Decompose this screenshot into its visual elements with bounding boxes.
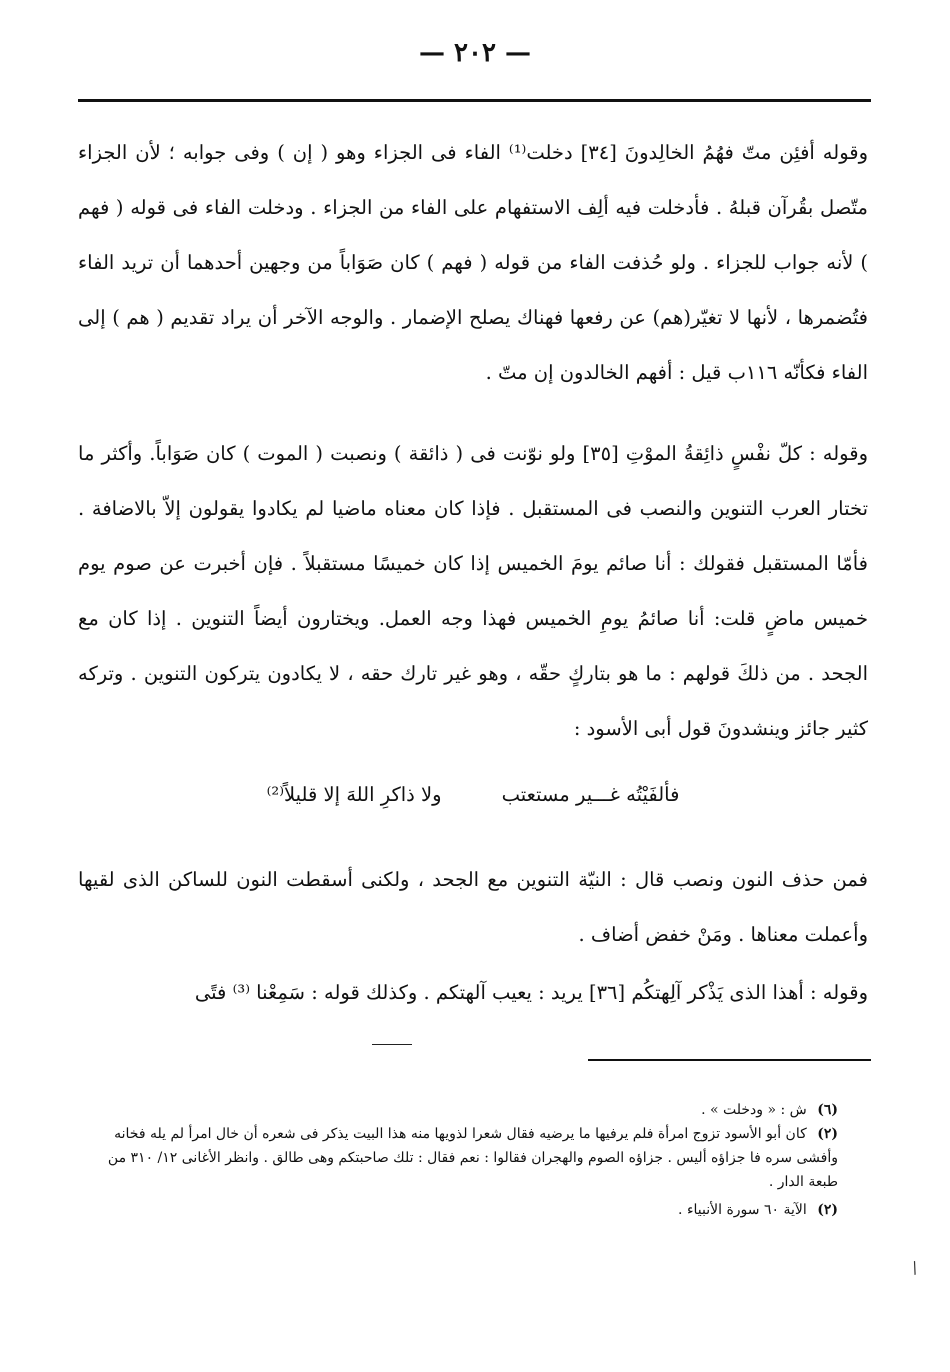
footnote-mark: (٢) bbox=[817, 1126, 838, 1142]
header-rule bbox=[78, 99, 871, 102]
footnote-text: ش : « ودخلت » . bbox=[701, 1102, 807, 1118]
footnote-3 bbox=[78, 1198, 838, 1222]
footnote-text: الآية ٦٠ سورة الأنبياء . bbox=[678, 1202, 807, 1218]
paragraph-grammar-note: فمن حذف النون ونصب قال : النيّة التنوين مع الجحد ، ولكنى أسقطت النون للساكن الذى لقيها وأعملت معناها . ومَنْ خفض أضاف . bbox=[78, 868, 868, 946]
poetry-verse bbox=[78, 770, 868, 820]
paragraph-verse-34: وقوله أفئِن متّ فهُمُ الخالِدونَ [٣٤] دخلت⁽¹⁾ الفاء فى الجزاء وهو ( إن ) وفى جوابه ؛ لأن الجزاء متّصل بقُرآن قبلهُ . فأدخلت فيه ألِف الاستفهام على الفاء من الجزاء . ودخلت الفاء فى قوله ( فهم ) لأنه جواب للجزاء . ولو حُذفت الفاء من قوله ( فهم ) كان صَوَاباً من وجهين أحدهما أن تريد الفاء فتُضمرها ، لأنها لا تغيّر(هم) عن رفعها فهناك يصلح الإضمار . والوجه الآخر أن يراد تقديم ( هم ) إلى الفاء فكأنّه ١١٦ب قيل : أفهم الخالدون إن متّ . bbox=[78, 141, 869, 384]
footnote-rule bbox=[588, 1059, 871, 1061]
footnote-2 bbox=[78, 1122, 838, 1194]
footnotes bbox=[78, 1098, 838, 1222]
footnote-mark: (٦) bbox=[817, 1102, 838, 1118]
verse-first-hemistich: فألفَيْتُه غـــير مستعتب bbox=[501, 783, 680, 806]
page-number: — ٢٠٢ — bbox=[418, 38, 532, 68]
verse-second-hemistich: ولا ذاكرِ اللهَ إلا قليلاً⁽²⁾ bbox=[266, 783, 442, 806]
paragraph-verse-35: وقوله : كلّ نفْسٍ ذائِقةُ الموْتِ [٣٥] ولو نوّنت فى ( ذائقة ) ونصبت ( الموت ) كان صَوَاباً. وأكثر ما تختار العرب التنوين والنصب فى المستقبل . فإذا كان معناه ماضيا لم يكادوا يقولون إلاّ بالاضافة . فأمّا المستقبل فقولك : أنا صائم يومَ الخميس إذا كان خميسًا مستقبلاً . فإن أخبرت عن صوم يوم خميس ماضٍ قلت: أنا صائمُ يومِ الخميس فهذا وجه العمل. ويختارون أيضاً التنوين . إذا كان مع الجحد . من ذلكَ قولهم : ما هو بتاركٍ حقّه ، وهو غير تارك حقه ، لا يكادون يتركون التنوين . وتركه كثير جائز وينشدونَ قول أبى الأسود : bbox=[78, 442, 868, 740]
catchword-stroke bbox=[372, 1044, 412, 1045]
footnote-1 bbox=[78, 1098, 838, 1122]
margin-pen-mark: / bbox=[908, 1257, 921, 1278]
footnote-mark: (٢) bbox=[817, 1202, 838, 1218]
paragraph-verse-36: وقوله : أهذا الذى يَذْكر آلِهتكُم [٣٦] يريد : يعيب آلهتكم . وكذلك قوله : سَمِعْنا ⁽³⁾ فتًى bbox=[194, 981, 868, 1004]
footnote-text: كان أبو الأسود تزوج امرأة فلم يرفيها ما يرضيه فقال شعرا لذويها منه هذا البيت يذكر فى شعره أن خال امرأ لم يله فخانه وأفشى سره فا جزاؤه أليس . جزاؤه الصوم والهجران فقالوا : نعم فقال : تلك صاحبتكم وهى طالق . وانظر الأغانى ١٢/ ٣١٠ من طبعة الدار . bbox=[107, 1126, 838, 1190]
